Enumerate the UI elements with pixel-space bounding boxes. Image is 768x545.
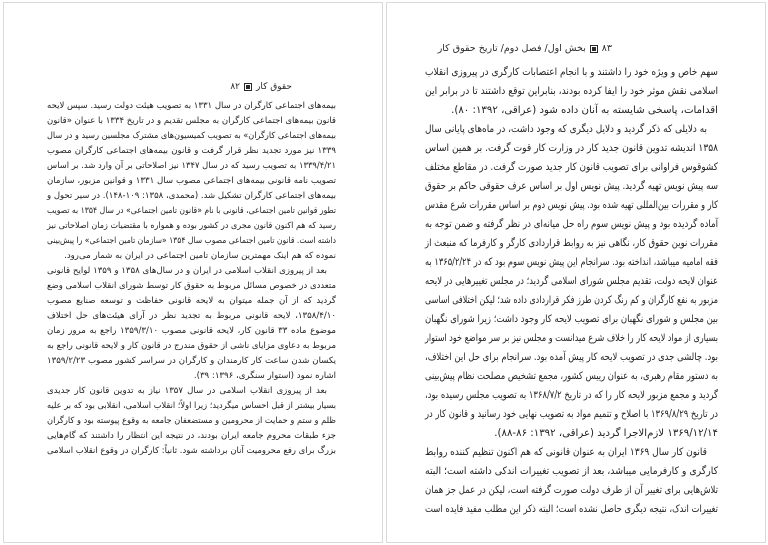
text-line: اشاره نمود (استوار سنگری، ۱۳۹۶: ۳۹). (193, 371, 336, 381)
text-line: تطور قوانین تامین اجتماعی، قانونی با نام «قانون تامین اجتماعی» در سال ۱۳۵۴ به تصویب (47, 206, 336, 216)
text-line: جزء طبقات محروم جامعه ایران بودند، در نتیجه این انتظار را داشتند که گام‌هایی (47, 431, 336, 441)
text-line: مزبور به نفع کارگران و کم رنگ کردن طرز فکر قراردادی داده شد؛ لیکن اختلافی اساسی (425, 295, 718, 306)
text-line: به دستور مقام رهبری، به عنوان رییس کشور، مجمع تشخیص مصلحت نظام پیش‌بینی (425, 371, 718, 382)
text-line: کارگری و کارفرمایی میباشد، بعد از تصویب تغییرات اندکی داشته است؛ البته (425, 466, 718, 477)
header-title: بخش اول/ فصل دوم/ تاریخ حقوق کار (437, 43, 586, 54)
text-line: قانون بیمه‌های اجتماعی کارگران به مجلس تقدیم و در تاریخ ۱۳۳۴ با عنوان «قانون (47, 116, 336, 126)
right-page (386, 2, 766, 543)
text-line: مربوط به دعاوی مزایای ناشی از حقوق مندرج در قانون کار و لایحه قانونی راجع به (47, 341, 336, 351)
text-line: اقدامات، پاسخی شایسته به آنان داده شود (عراقی، ۱۳۹۲: ۸۰). (451, 105, 718, 116)
text-line: داشته است. قانون تامین اجتماعی مصوب سال ۱۳۵۴ «سازمان تامین اجتماعی» را پیش‌بینی (47, 236, 336, 246)
page-body (425, 63, 718, 519)
page-body (47, 99, 336, 459)
text-line: ۱۳۶۹/۱۲/۱۴ لازم‌الاجرا گردید (عراقی، ۱۳۹۲: ۸۶-۸۸). (494, 428, 718, 439)
paragraph (47, 264, 336, 384)
page-header (438, 42, 612, 56)
text-line: بین مجلس و شورای نگهبان برای تصویب لایحه کار وجود داشت؛ زیرا شورای نگهبان (425, 314, 718, 325)
text-line: بسیار بیشتر از قبل احساس میگردید؛ زیرا اولاً؛ انقلاب اسلامی، انقلابی بود که بر علیه (46, 401, 336, 411)
text-line: ۱۳۳۹ نیز مورد تجدید نظر قرار گرفت و قانون بیمه‌های اجتماعی کارگران مصوب (47, 146, 336, 156)
text-line: بسیاری از مواد لایحه کار را خلاف شرع میدانست و مجلس نیز بر سر مواضع خود استوار (425, 333, 718, 344)
text-line: تصویب نامه قانونی بیمه‌های اجتماعی مصوب سال ۱۳۳۱ و قوانین مزبور، سازمان (47, 176, 337, 186)
text-line: فقه امامیه میباشد، انداخته بود. سرانجام این پیش نویس سوم بود که در ۱۳۶۵/۲/۲۴ به (425, 257, 718, 268)
text-line: ۱۳۵۸ اندیشه تدوین قانون جدید کار در وزارت کار قوت گرفت. بر همین اساس (425, 143, 718, 154)
text-line: بیمه‌های اجتماعی کارگران» به تصویب کمیسیون‌های مشترک مجلسین رسید و در سال (47, 131, 337, 141)
paragraph (425, 63, 718, 120)
text-line: بیمه‌های اجتماعی کارگران در سال ۱۳۳۱ به تصویب هیئت دولت رسید. سپس لایحه (47, 101, 336, 111)
text-line: گردید و مجمع مزبور لایحه کار را که در تاریخ ۱۳۶۸/۷/۲ به تصویب مجلس رسیده بود، (425, 390, 718, 401)
text-line: در تاریخ ۱۳۶۹/۸/۲۹ با اصلاح و تتمیم مواد به تصویب نهایی خود رسانید و قانون کار در (425, 409, 718, 420)
text-line: ظلم و ستم و حمایت از محرومین و مستضعفان جامعه به وقوع پیوسته بود و کارگران (47, 416, 337, 426)
text-line: عنوان لایحه دولت، تقدیم مجلس شورای اسلامی گردید؛ در مجلس تغییرهایی در لایحه (425, 276, 718, 287)
text-line: مقررات نوین حقوق کار، نگاهی نیز به روابط قراردادی کارگر و کارفرما که منبعث از (425, 238, 718, 249)
text-line: موضوع ماده ۳۳ قانون کار، لایحه قانونی مصوب ۱۳۵۹/۳/۱۰ راجع به مرور زمان (47, 326, 336, 336)
text-line: کار و مقررات بین‌المللی تهیه شده بود. پیش نویس دوم بر اساس مقررات شرع مقدس (425, 200, 718, 211)
text-line: بزرگ برای رفع محرومیت آنان برداشته شود. ثانیاً: کارگران در وقوع انقلاب اسلامی (46, 446, 336, 456)
left-page (3, 2, 383, 543)
text-line: بعد از پیروزی انقلاب اسلامی در ایران و در سال‌های ۱۳۵۸ و ۱۳۵۹ لوایح قانونی (47, 266, 327, 276)
paragraph (425, 443, 718, 519)
boxed-square-icon (590, 45, 598, 53)
text-line: یکسان شدن ساعت کار کارمندان و کارگران در سراسر کشور مصوب ۱۳۵۹/۲/۲۳ (47, 356, 336, 366)
text-line: سهم خاص و ویژه خود را داشتند و با انجام اعتصابات کارگری در پیروزی انقلاب (425, 67, 718, 78)
text-line: گردید که از آن جمله میتوان به لایحه قانونی حفاظت و توسعه صنایع مصوب (47, 296, 336, 306)
text-line: تغییرات اندک، نتیجه دیگری حاصل نشده است؛ البته ذکر این مطلب مفید فایده است (425, 504, 718, 515)
text-line: کشوقوس فراوانی برای تصویب قانون کار جدید صورت گرفت. در مقاطع مختلف (425, 162, 718, 173)
paragraph (425, 120, 718, 443)
text-line: رسید که هم اکنون قانون مجری در کشور بوده و همواره با مقتضیات زمان اصلاحاتی نیز (47, 221, 336, 231)
text-line: ۱۳۳۹/۴/۲۱ به تصویب رسید که در سال ۱۳۴۷ نیز اصلاحاتی بر آن وارد شد. بر اساس (46, 161, 336, 171)
text-line: سه پیش نویس تهیه گردید. پیش نویس اول بر اساس عرف حقوقی حاکم بر حقوق (425, 181, 718, 192)
text-line: به دلایلی که ذکر گردید و دلایل دیگری که وجود داشت، در ماه‌های پایانی سال (425, 124, 707, 135)
page-number: ۸۲ (230, 82, 241, 92)
text-line: آماده گردیده بود و پیش نویس سوم راه حل میانه‌ای در نظر گرفته و ضمن توجه به (425, 219, 718, 230)
text-line: متعددی در خصوص مسائل مربوط به حقوق کار توسط شورای انقلاب اسلامی وضع (47, 281, 337, 291)
text-line: ۱۳۵۸/۴/۱۰، لایحه قانونی مربوط به تجدید نظر در آرای هیئت‌های حل اختلاف (47, 311, 336, 321)
text-line: اسلامی نقش موثر خود را ایفا کرده بودند، بنابراین توقع داشتند تا در برابر این (425, 86, 718, 97)
text-line: تلاش‌هایی برای تغییر آن از طرف دولت صورت گرفته است، لیکن در عمل جز همان (425, 485, 718, 496)
boxed-square-icon (244, 83, 252, 91)
text-line: قانون کار سال ۱۳۶۹ ایران به عنوان قانونی که هم اکنون تنظیم کننده روابط (425, 447, 707, 458)
header-title: حقوق کار (256, 82, 292, 92)
text-line: بود. چالشی جدی در تصویب لایحه کار پیش آمده بود. سرانجام برای حل این اختلاف، (425, 352, 718, 363)
text-line: بعد از پیروزی انقلاب اسلامی در سال ۱۳۵۷ نیاز به تدوین قانون کار جدیدی (47, 386, 328, 396)
paragraph (47, 384, 336, 459)
page-number: ۸۳ (601, 43, 612, 54)
text-line: نموده که هم اینک مهمترین سازمان تامین اجتماعی در ایران به شمار می‌رود. (64, 251, 336, 261)
paragraph (47, 99, 336, 264)
page-header (230, 81, 292, 93)
text-line: بیمه‌های اجتماعی کارگران تشکیل شد. (محمدی، ۱۳۵۸: ۱۰۹-۱۴۸). در سیر تحول و (47, 191, 336, 201)
